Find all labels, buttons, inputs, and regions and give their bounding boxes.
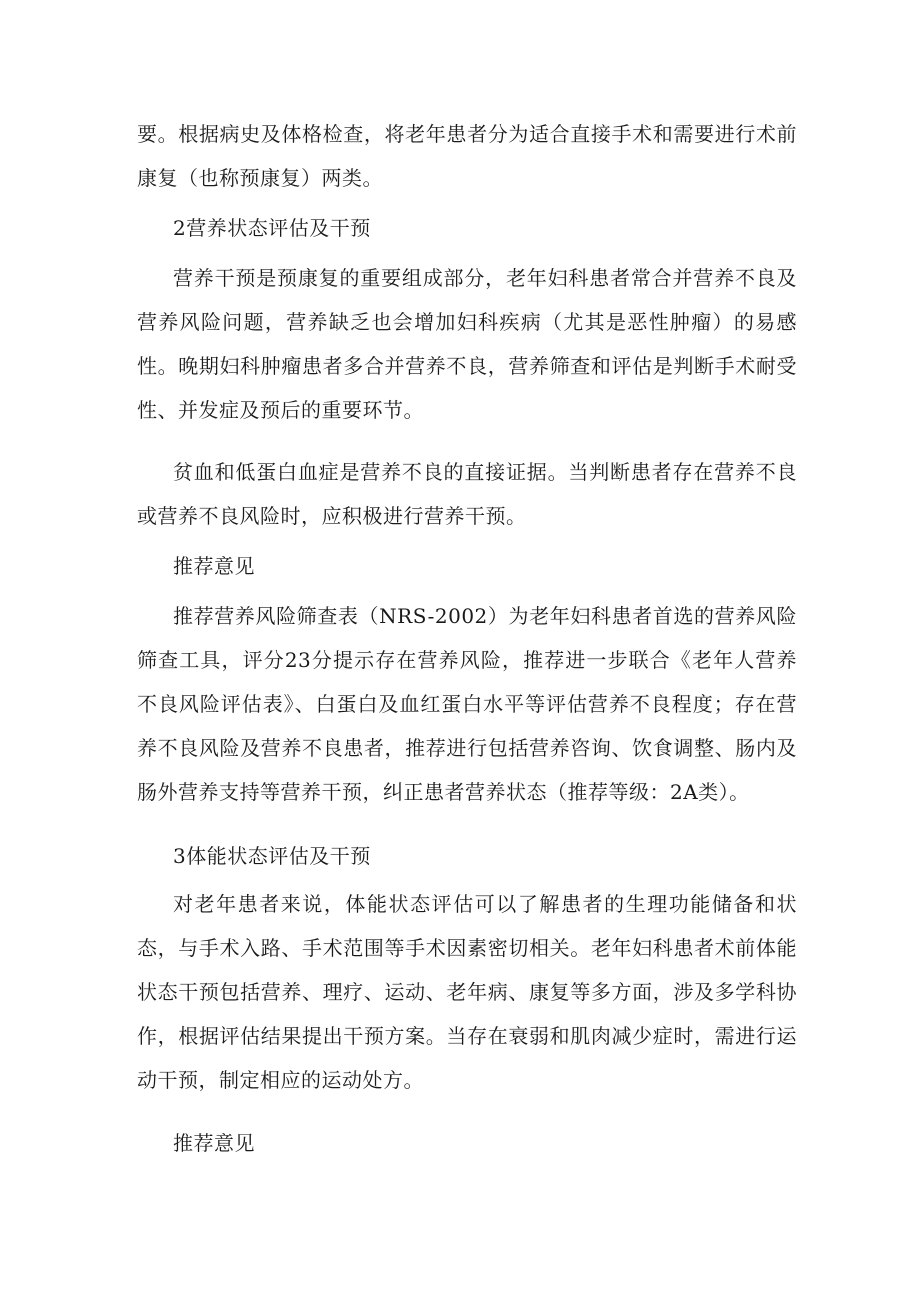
physical-paragraph-1: 对老年患者来说，体能状态评估可以了解患者的生理功能储备和状态，与手术入路、手术范围等手术因素密切相关。老年妇科患者术前体能状态干预包括营养、理疗、运动、老年病、康复等多方面，涉及多学科协作，根据评估结果提出干预方案。当存在衰弱和肌肉减少症时，需进行运动干预，制定相应的运动处方。 bbox=[137, 892, 797, 1092]
nutrition-paragraph-2: 贫血和低蛋白血症是营养不良的直接证据。当判断患者存在营养不良或营养不良风险时，应积极进行营养干预。 bbox=[137, 460, 797, 528]
recommendation-label-2: 推荐意见 bbox=[173, 1131, 255, 1155]
intro-paragraph: 要。根据病史及体格检查，将老年患者分为适合直接手术和需要进行术前康复（也称预康复）两类。 bbox=[137, 122, 797, 190]
section-heading-nutrition: 2营养状态评估及干预 bbox=[173, 216, 371, 240]
nutrition-paragraph-1: 营养干预是预康复的重要组成部分，老年妇科患者常合并营养不良及营养风险问题，营养缺乏也会增加妇科疾病（尤其是恶性肿瘤）的易感性。晚期妇科肿瘤患者多合并营养不良，营养筛查和评估是判断手术耐受性、并发症及预后的重要环节。 bbox=[137, 266, 797, 422]
recommendation-label-1: 推荐意见 bbox=[173, 554, 255, 578]
section-heading-physical: 3体能状态评估及干预 bbox=[173, 844, 371, 868]
recommendation-paragraph-1: 推荐营养风险筛查表（NRS-2002）为老年妇科患者首选的营养风险筛查工具，评分23分提示存在营养风险，推荐进一步联合《老年人营养不良风险评估表》、白蛋白及血红蛋白水平等评估营养不良程度；存在营养不良风险及营养不良患者，推荐进行包括营养咨询、饮食调整、肠内及肠外营养支持等营养干预，纠正患者营养状态（推荐等级：2A类）。 bbox=[137, 604, 797, 804]
